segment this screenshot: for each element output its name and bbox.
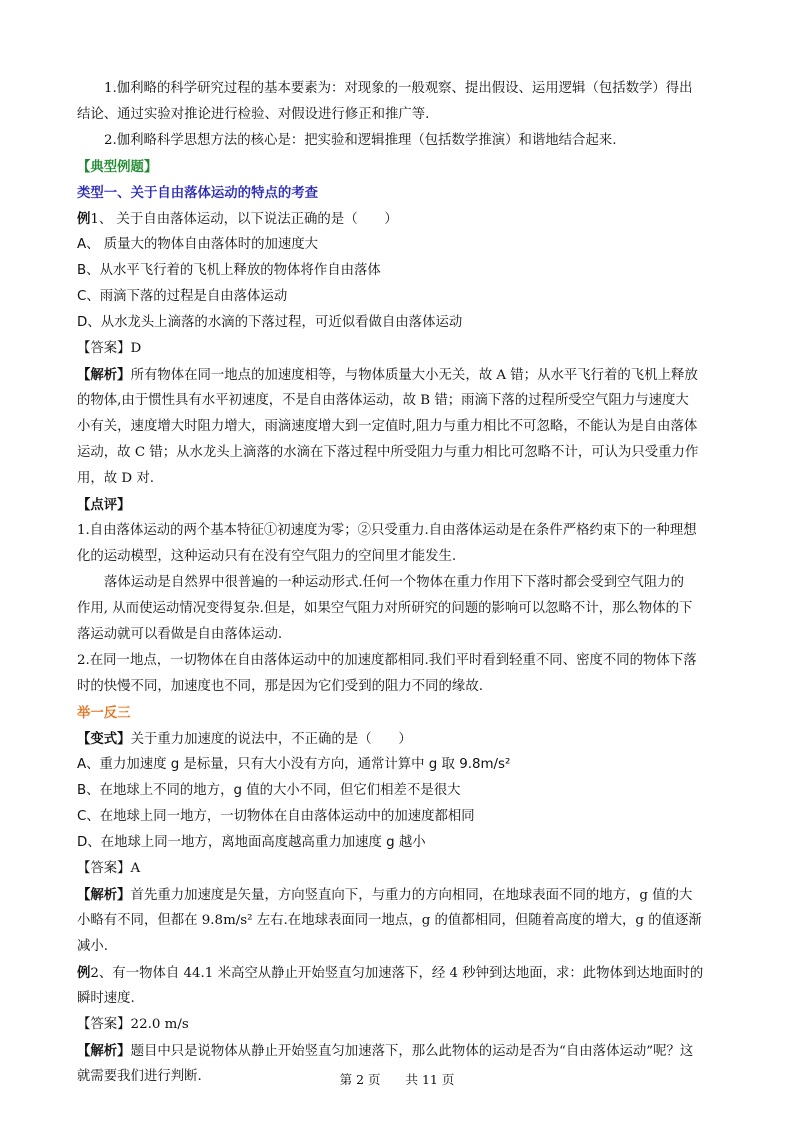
section-header-typical-examples: 【典型例题】: [77, 159, 158, 175]
example-2-label: 例: [77, 965, 91, 981]
variant-analysis-line-2: 小略有不同，但都在 9.8m/s² 左右.在地球表面同一地点，g 的值都相同，但随着高度的增大，g 的值逐渐: [77, 913, 702, 928]
page-content: [77, 76, 719, 1090]
example-1-analysis-label: 【解析】: [77, 367, 131, 383]
example-1-analysis-text-1: 所有物体在同一地点的加速度相等，与物体质量大小无关，故 A 错；从水平飞行着的飞机上释放: [130, 368, 698, 383]
example-1-comment-indent-line-1: 落体运动是自然界中很普遍的一种运动形式.任何一个物体在重力作用下下落时都会受到空气阻力的: [104, 575, 685, 590]
variant-answer: 【答案】A: [77, 861, 141, 876]
intro-paragraph-1-line-1: 1.伽利略的科学研究过程的基本要素为：对现象的一般观察、提出假设、运用逻辑（包括数学）得出: [104, 81, 693, 96]
example-1-answer: 【答案】D: [77, 341, 142, 356]
variant-question: 关于重力加速度的说法中，不正确的是（ ）: [130, 732, 412, 747]
example-1-analysis-line-3: 小有关，速度增大时阻力增大，雨滴速度增大到一定值时,阻力与重力相比不可忽略，不能认为是自由落体: [77, 419, 698, 434]
example-2-analysis-line-2: 就需要我们进行判断.: [77, 1069, 202, 1084]
example-1-comment-line-1: 1.自由落体运动的两个基本特征①初速度为零；②只受重力.自由落体运动是在条件严格约束下的一种理想: [77, 523, 697, 538]
example-1-comment-indent-line-3: 落运动就可以看做是自由落体运动.: [77, 627, 283, 642]
example-1-option-d: D、从水龙头上滴落的水滴的下落过程，可近似看做自由落体运动: [77, 315, 463, 330]
variant-option-a: A、重力加速度 g 是标量，只有大小没有方向，通常计算中 g 取 9.8m/s²: [77, 757, 511, 772]
intro-paragraph-2: 2.伽利略科学思想方法的核心是：把实验和逻辑推理（包括数学推演）和谐地结合起来.: [104, 133, 617, 148]
variant-option-d: D、在地球上同一地方，离地面高度越高重力加速度 g 越小: [77, 835, 426, 850]
example-1-analysis-line-4: 运动，故 C 错；从水龙头上滴落的水滴在下落过程中所受阻力与重力相比可忽略不计，可认为只受重力作: [77, 445, 699, 460]
variant-analysis-text-1: 首先重力加速度是矢量，方向竖直向下，与重力的方向相同，在地球表面不同的地方，g 值的大: [130, 888, 693, 903]
example-2-analysis-line-1: [77, 1038, 719, 1064]
example-1-analysis-line-2: 的物体,由于惯性具有水平初速度，不是自由落体运动，故 B 错；雨滴下落的过程所受空气阻力与速度大: [77, 393, 689, 408]
page-footer: 第 2 页 共 11 页: [339, 1072, 455, 1087]
example-1-comment-line-2: 化的运动模型，这种运动只有在没有空气阻力的空间里才能发生.: [77, 549, 457, 564]
practice-title: 举一反三: [77, 705, 131, 721]
example-2-answer: 【答案】22.0 m/s: [77, 1017, 189, 1032]
variant-label: 【变式】: [77, 731, 131, 747]
example-1-question: 1、 关于自由落体运动，以下说法正确的是（ ）: [90, 212, 398, 227]
example-2-stem-line-1: [77, 960, 719, 986]
example-1-comment-indent-line-2: 作用, 从而使运动情况变得复杂.但是，如果空气阻力对所研究的问题的影响可以忽略不计，那么物体的下: [77, 601, 693, 616]
intro-paragraph-1-line-2: 结论、通过实验对推论进行检验、对假设进行修正和推广等.: [77, 107, 430, 122]
example-1-option-c: C、雨滴下落的过程是自由落体运动: [77, 289, 288, 304]
variant-option-b: B、在地球上不同的地方，g 值的大小不同，但它们相差不是很大: [77, 783, 461, 798]
variant-option-c: C、在地球上同一地方，一切物体在自由落体运动中的加速度都相同: [77, 809, 475, 824]
example-1-option-a: A、 质量大的物体自由落体时的加速度大: [77, 237, 319, 252]
type-1-title: 类型一、关于自由落体运动的特点的考查: [77, 185, 319, 201]
example-2-stem-line-2: 瞬时速度.: [77, 991, 135, 1006]
variant-stem: [77, 726, 719, 752]
example-2-analysis-text-1: 题目中只是说物体从静止开始竖直匀加速落下，那么此物体的运动是否为“自由落体运动”呢？这: [130, 1044, 694, 1059]
example-2-analysis-label: 【解析】: [77, 1043, 131, 1059]
variant-analysis-label: 【解析】: [77, 887, 131, 903]
variant-analysis-line-3: 减小.: [77, 939, 109, 954]
example-2-question-1: 2、有一物体自 44.1 米高空从静止开始竖直匀加速落下，经 4 秒钟到达地面，求：此物体到达地面时的: [90, 966, 704, 981]
example-1-label: 例: [77, 211, 91, 227]
example-1-comment2-line-1: 2.在同一地点，一切物体在自由落体运动中的加速度都相同.我们平时看到轻重不同、密度不同的物体下落: [77, 653, 697, 668]
example-1-analysis-line-5: 用，故 D 对.: [77, 471, 155, 486]
example-1-analysis-line-1: [77, 362, 719, 388]
variant-analysis-line-1: [77, 882, 719, 908]
example-1-comment-label: 【点评】: [77, 497, 131, 513]
example-1-stem: [77, 206, 719, 232]
example-1-option-b: B、从水平飞行着的飞机上释放的物体将作自由落体: [77, 263, 381, 278]
example-1-comment2-line-2: 时的快慢不同，加速度也不同，那是因为它们受到的阻力不同的缘故.: [77, 679, 483, 694]
